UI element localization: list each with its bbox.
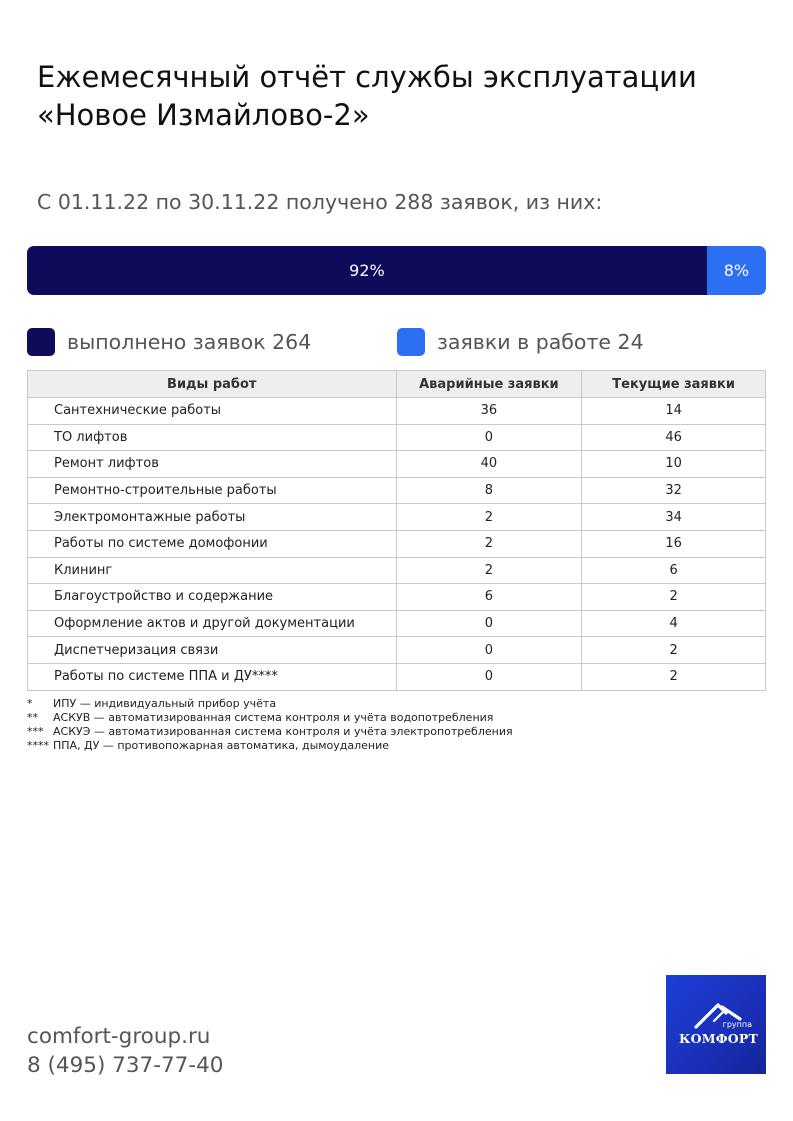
- table-row: [28, 663, 766, 690]
- table-row: [28, 504, 766, 531]
- work-type-cell: Работы по системе ППА и ДУ****: [28, 663, 397, 690]
- emergency-cell: 36: [396, 398, 582, 425]
- table-row: [28, 451, 766, 478]
- footnotes: [27, 697, 513, 753]
- work-type-cell: Клининг: [28, 557, 397, 584]
- footnote: [27, 711, 513, 725]
- emergency-cell: 0: [396, 637, 582, 664]
- footnote-mark: ****: [27, 739, 49, 752]
- current-cell: 2: [582, 584, 766, 611]
- column-header-work-type: Виды работ: [28, 371, 397, 398]
- emergency-cell: 2: [396, 504, 582, 531]
- current-cell: 46: [582, 424, 766, 451]
- table-row: [28, 584, 766, 611]
- completion-bar: [27, 246, 766, 295]
- legend-completed-label: выполнено заявок 264: [67, 330, 312, 354]
- column-header-emergency: Аварийные заявки: [396, 371, 582, 398]
- completed-segment: [27, 246, 707, 295]
- current-cell: 6: [582, 557, 766, 584]
- table-row: [28, 610, 766, 637]
- contacts: [27, 1022, 223, 1080]
- legend-in-progress-label: заявки в работе 24: [437, 330, 644, 354]
- current-cell: 4: [582, 610, 766, 637]
- footnote-text: ППА, ДУ — противопожарная автоматика, дымоудаление: [53, 739, 390, 752]
- footnote: [27, 725, 513, 739]
- current-cell: 2: [582, 663, 766, 690]
- footnote: [27, 739, 513, 753]
- footnote-text: АСКУЭ — автоматизированная система контроля и учёта электропотребления: [53, 725, 513, 738]
- footnote-mark: ***: [27, 725, 44, 738]
- emergency-cell: 0: [396, 424, 582, 451]
- emergency-cell: 0: [396, 663, 582, 690]
- current-cell: 32: [582, 477, 766, 504]
- logo-brand-text: КОМФОРТ: [679, 1031, 758, 1046]
- work-type-cell: Электромонтажные работы: [28, 504, 397, 531]
- current-cell: 34: [582, 504, 766, 531]
- phone-number[interactable]: 8 (495) 737-77-40: [27, 1053, 224, 1078]
- table-row: [28, 530, 766, 557]
- summary-text: С 01.11.22 по 30.11.22 получено 288 заявок, из них:: [37, 190, 603, 214]
- work-type-cell: Ремонтно-строительные работы: [28, 477, 397, 504]
- current-cell: 2: [582, 637, 766, 664]
- emergency-cell: 2: [396, 557, 582, 584]
- company-logo: [666, 975, 766, 1074]
- emergency-cell: 0: [396, 610, 582, 637]
- work-type-cell: Работы по системе домофонии: [28, 530, 397, 557]
- legend-completed: [27, 328, 311, 356]
- work-type-cell: Ремонт лифтов: [28, 451, 397, 478]
- footnote: [27, 697, 513, 711]
- work-type-cell: ТО лифтов: [28, 424, 397, 451]
- in-progress-percent-label: 8%: [723, 261, 750, 280]
- table-header-row: [28, 371, 766, 398]
- footnote-mark: **: [27, 711, 38, 724]
- current-cell: 16: [582, 530, 766, 557]
- completed-percent-label: 92%: [349, 261, 385, 280]
- page-title: [37, 58, 757, 134]
- logo-small-text: группа: [722, 1020, 752, 1029]
- table-row: [28, 398, 766, 425]
- legend-completed-swatch: [27, 328, 55, 356]
- work-type-cell: Благоустройство и содержание: [28, 584, 397, 611]
- column-header-current: Текущие заявки: [582, 371, 766, 398]
- emergency-cell: 8: [396, 477, 582, 504]
- emergency-cell: 2: [396, 530, 582, 557]
- legend-in-progress: [397, 328, 644, 356]
- footnote-text: ИПУ — индивидуальный прибор учёта: [53, 697, 277, 710]
- work-type-cell: Оформление актов и другой документации: [28, 610, 397, 637]
- table-row: [28, 637, 766, 664]
- table-row: [28, 557, 766, 584]
- in-progress-segment: [707, 246, 766, 295]
- table-row: [28, 424, 766, 451]
- current-cell: 14: [582, 398, 766, 425]
- page-title-line-1: Ежемесячный отчёт службы эксплуатации: [37, 60, 697, 94]
- works-table: [27, 370, 766, 691]
- work-type-cell: Диспетчеризация связи: [28, 637, 397, 664]
- emergency-cell: 40: [396, 451, 582, 478]
- table-row: [28, 477, 766, 504]
- website-link[interactable]: comfort-group.ru: [27, 1024, 211, 1049]
- page-title-line-2: «Новое Измайлово-2»: [37, 98, 370, 132]
- work-type-cell: Сантехнические работы: [28, 398, 397, 425]
- current-cell: 10: [582, 451, 766, 478]
- legend-in-progress-swatch: [397, 328, 425, 356]
- emergency-cell: 6: [396, 584, 582, 611]
- footnote-mark: *: [27, 697, 33, 710]
- footnote-text: АСКУВ — автоматизированная система контроля и учёта водопотребления: [53, 711, 494, 724]
